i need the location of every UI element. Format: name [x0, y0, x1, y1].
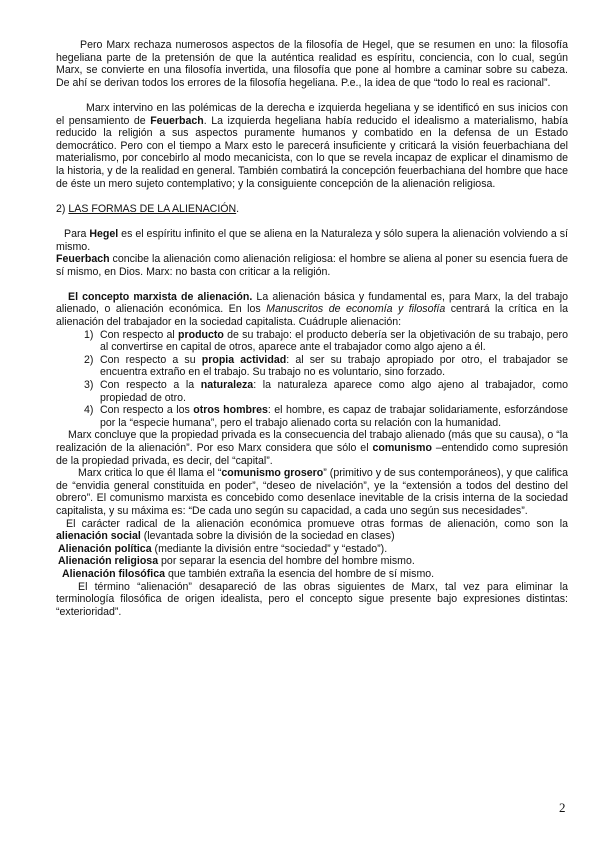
bold-term: Feuerbach	[150, 114, 204, 127]
section-heading: 2) LAS FORMAS DE LA ALIENACIÓN.	[56, 202, 240, 215]
paragraph-crude-communism: Marx critica lo que él llama el “comunismo grosero” (primitivo y de sus contemporáneos), y que califica de “envidia general constituida en poder”, “deseo de nivelación”, ye la “extensión a todos del destino del obrero”. El comunismo marxista es concebido como desenlace inevitable de la crisis interna de la sociedad capitalista, y su máxima es: “De cada uno según su capacidad, a cada uno según sus necesidades”.	[56, 467, 568, 517]
list-item: 2) Con respecto a su propia actividad: al ser su trabajo apropiado por otro, el trabajador se encuentra extraño en el trabajo. Su trabajo no es voluntario, sino forzado.	[84, 353, 568, 379]
bold-term: Feuerbach	[56, 253, 110, 266]
paragraph-private-property: Marx concluye que la propiedad privada es la consecuencia del trabajo alienado (más que su causa), o “la realización de la alienación”. Por eso Marx considera que sólo el comunismo –entendido como supresión de la propiedad privada, es decir, del “capital”.	[56, 429, 568, 467]
bold-term: Alienación religiosa	[58, 555, 159, 568]
alienation-list	[56, 329, 568, 430]
paragraph-feuerbach-alienation: Feuerbach concibe la alienación como alienación religiosa: el hombre se aliena al poner su esencia fuera de sí mismo, en Dios. Marx: no basta con criticar a la religión.	[56, 253, 568, 278]
bold-term: Alienación filosófica	[62, 567, 166, 580]
paragraph-philosophical-alienation: Alienación filosófica que también extraña la esencia del hombre de sí mismo.	[62, 567, 435, 580]
paragraph-hegel-alienation: Para Hegel es el espíritu infinito el que se aliena en la Naturaleza y sólo supera la alienación volviendo a sí mismo.	[56, 227, 568, 253]
bold-term: comunismo grosero	[221, 467, 324, 480]
paragraph-hegel-critique: Pero Marx rechaza numerosos aspectos de la filosofía de Hegel, que se resumen en uno: la filosofía hegeliana parte de la pretensión de que la auténtica realidad es espíritu, conciencia, con lo cual, según Marx, se convierte en una filosofía invertida, una filosofía que pone al hombre a caminar sobre su cabeza. De ahí se derivan todos los errores de la filosofía hegeliana. P.e., la idea de que “todo lo real es racional”.	[56, 39, 568, 89]
bold-term: Alienación política	[58, 542, 152, 555]
paragraph-other-alienations: El carácter radical de la alienación económica promueve otras formas de alienación, como son la alienación social (levantada sobre la división de la sociedad en clases)	[56, 517, 568, 543]
list-item: 1) Con respecto al producto de su trabajo: el producto debería ser la objetivación de su trabajo, pero al convertirse en capital de otros, aparece ante el trabajador como algo ajeno a él.	[84, 328, 568, 354]
paragraph-term-alienation: El término “alienación” desapareció de las obras siguientes de Marx, tal vez para eliminar la terminología filosófica de origen idealista, pero el concepto sigue presente bajo expresiones distintas: “exterioridad”.	[56, 580, 568, 618]
bold-term: Hegel	[89, 227, 119, 240]
italic-title: Manuscritos de economía y filosofía	[266, 303, 446, 316]
list-item: 3) Con respecto a la naturaleza: la naturaleza aparece como algo ajeno al trabajador, como propiedad de otro.	[84, 379, 568, 404]
page-number: 2	[559, 800, 566, 815]
paragraph-marxist-concept: El concepto marxista de alienación. La alienación básica y fundamental es, para Marx, la del trabajo alienado, o alienación económica. En los Manuscritos de economía y filosofía centrará la crítica en la alienación del trabajador en la sociedad capitalista. Cuádruple alienación:	[56, 290, 569, 329]
paragraph-political-alienation: Alienación política (mediante la división entre “sociedad” y “estado”).	[58, 542, 388, 555]
bold-term: comunismo	[372, 442, 432, 454]
bold-term: El concepto marxista de alienación.	[68, 290, 253, 303]
list-item: 4) Con respecto a los otros hombres: el hombre, es capaz de trabajar solidariamente, esforzándose por la “especie humana”, pero el trabajo alienado corta su relación con la humanidad.	[84, 404, 568, 429]
paragraph-feuerbach: Marx intervino en las polémicas de la derecha e izquierda hegeliana y se identificó en sus inicios con el pensamiento de Feuerbach. La izquierda hegeliana había reducido el idealismo a materialismo, había reducido la religión a sus aspectos puramente humanos y combatido en la defensa de un Estado democrático. Pero con el tiempo a Marx esto le parecerá insuficiente y criticará la visión feuerbachiana del materialismo, por concebirlo al modo mecanicista, con lo que se revela incapaz de explicar el dinamismo de la historia, y de la realidad en general. También combatirá la concepción feuerbachiana del hombre que hace de éste un mero sujeto contemplativo; y la consiguiente concepción de la alienación religiosa.	[56, 101, 568, 190]
paragraph-religious-alienation: Alienación religiosa por separar la esencia del hombre del hombre mismo.	[58, 555, 415, 568]
document-page	[56, 39, 568, 618]
bold-term: alienación social	[56, 530, 141, 543]
